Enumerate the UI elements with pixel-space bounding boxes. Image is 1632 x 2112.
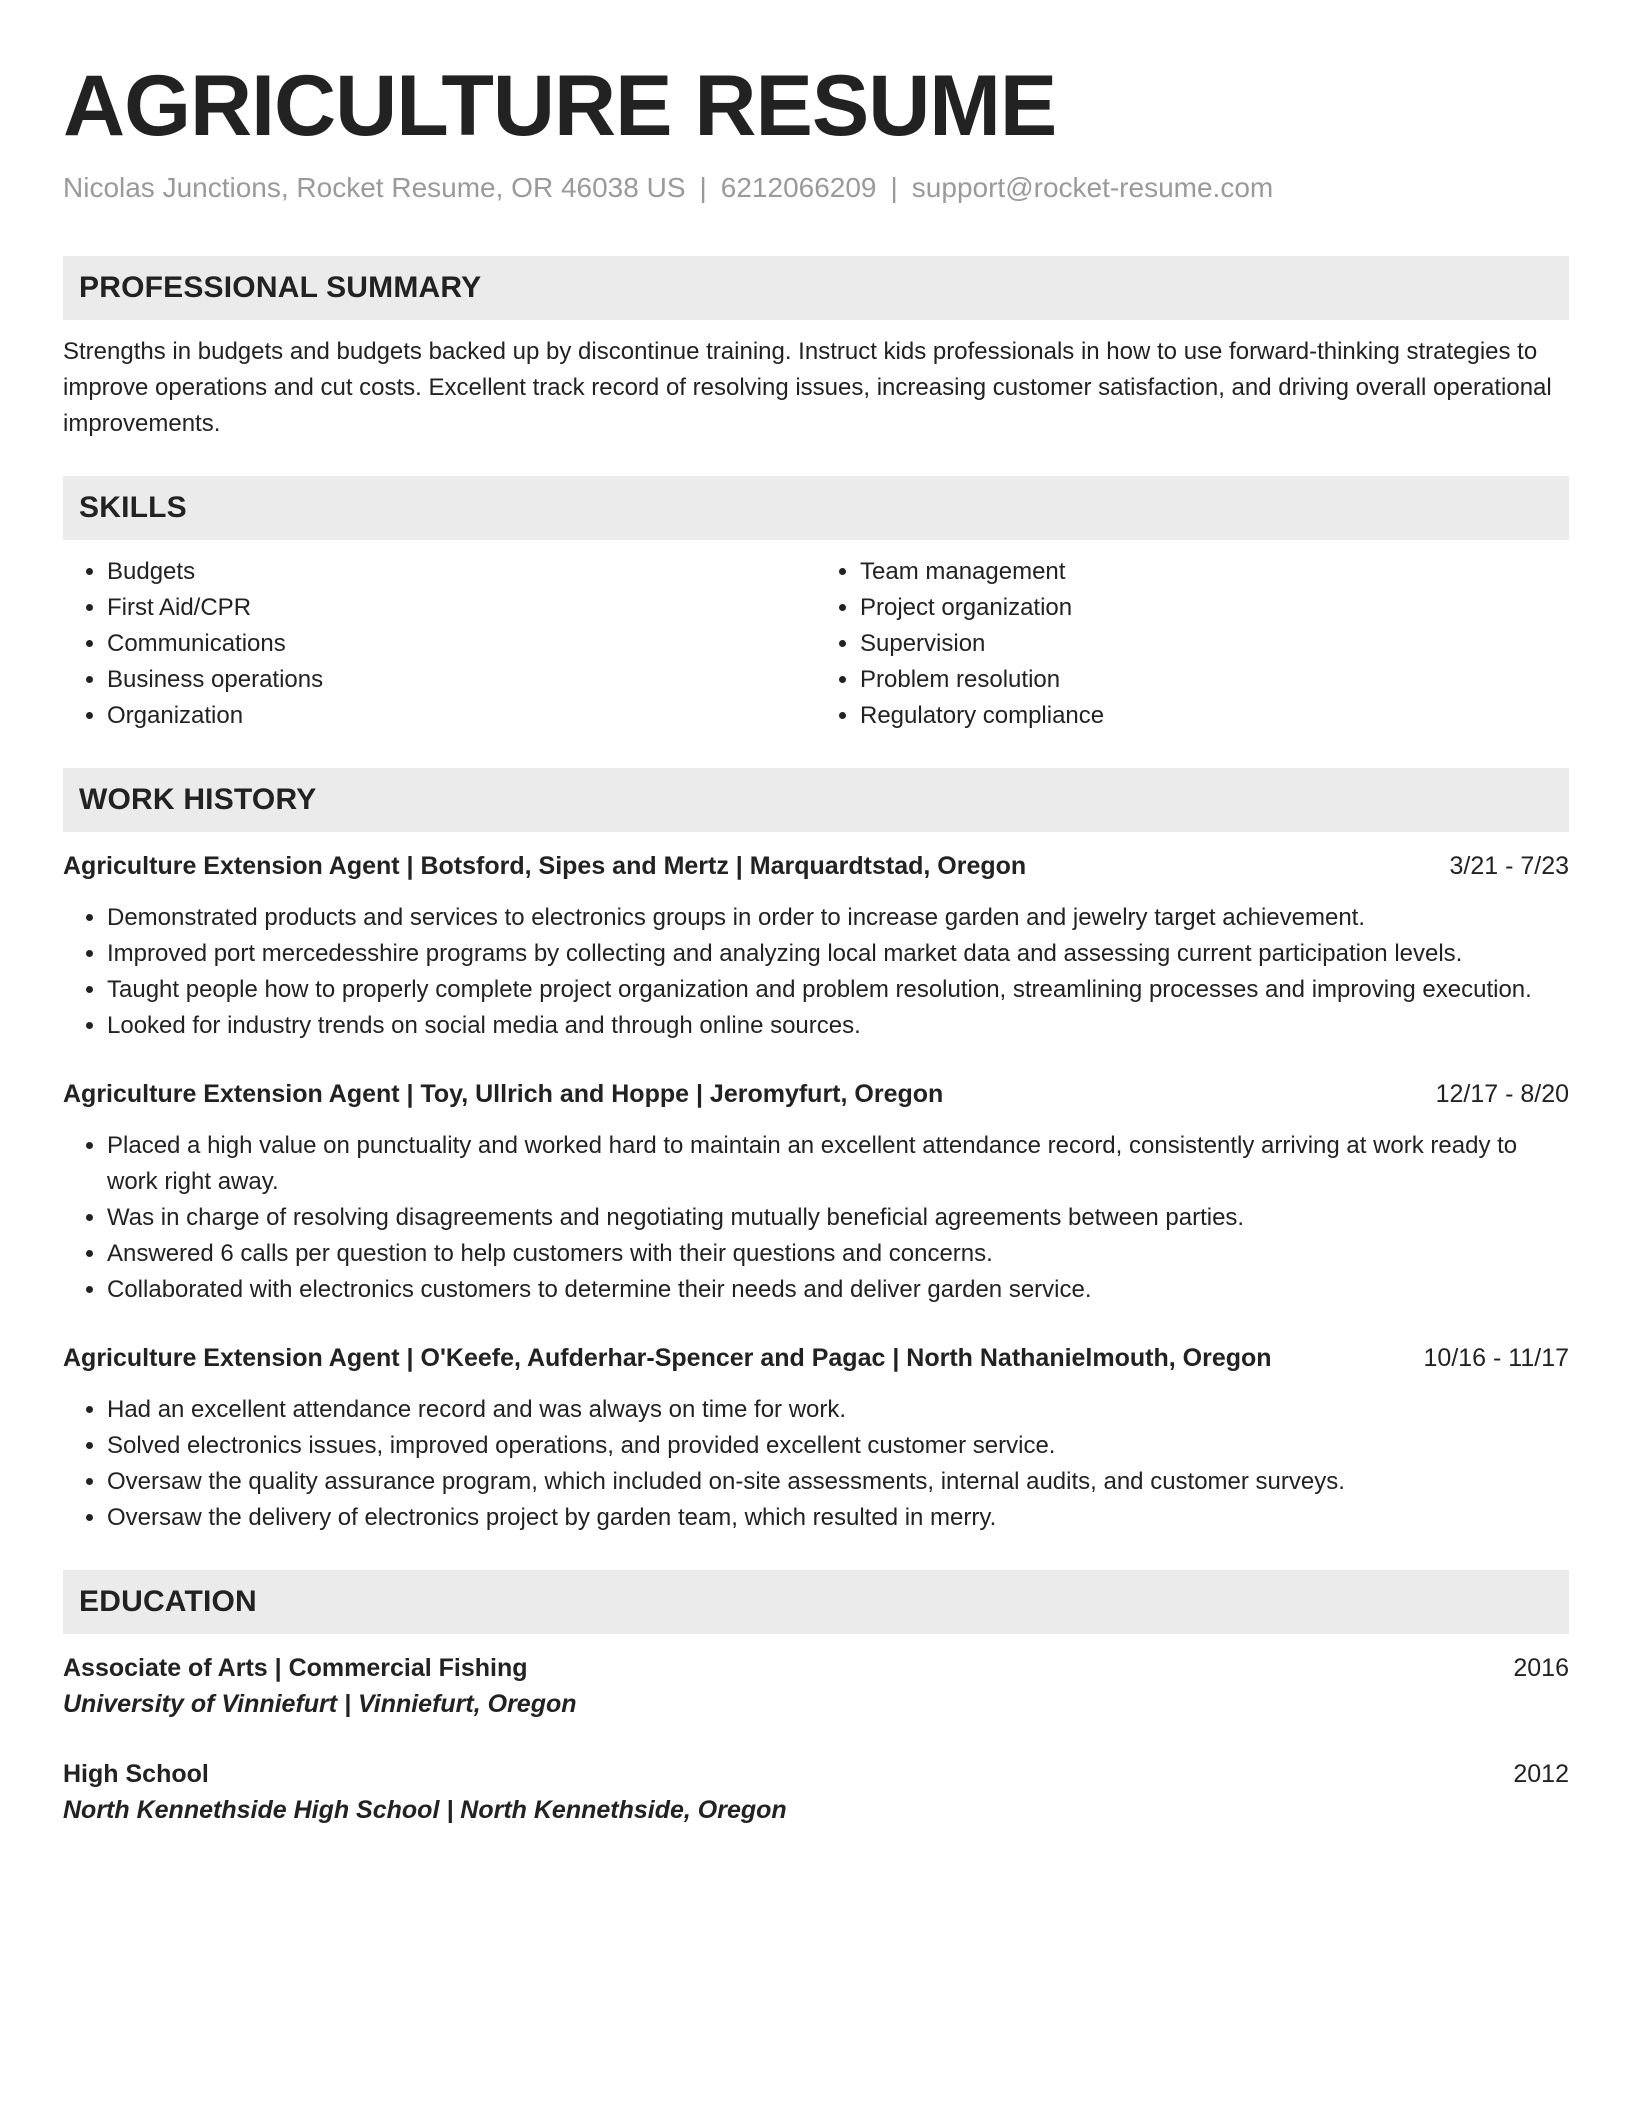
skill-item: • Business operations <box>107 662 816 698</box>
skill-item: • Problem resolution <box>860 662 1569 698</box>
skill-item: • Communications <box>107 626 816 662</box>
contact-separator: | <box>890 172 898 203</box>
skill-item: • Supervision <box>860 626 1569 662</box>
education-header <box>63 1650 1569 1686</box>
job-bullet: • Oversaw the delivery of electronics project by garden team, which resulted in merry. <box>107 1500 1569 1536</box>
job-bullet: • Solved electronics issues, improved operations, and provided excellent customer service. <box>107 1428 1569 1464</box>
education-header <box>63 1756 1569 1792</box>
job-bullet: • Looked for industry trends on social media and through online sources. <box>107 1008 1569 1044</box>
education-year: 2012 <box>1513 1760 1569 1788</box>
job-bullet: • Answered 6 calls per question to help customers with their questions and concerns. <box>107 1236 1569 1272</box>
skill-item: • Budgets <box>107 554 816 590</box>
job-bullet: • Had an excellent attendance record and was always on time for work. <box>107 1392 1569 1428</box>
job-entry <box>63 848 1569 1044</box>
contact-email: support@rocket-resume.com <box>911 172 1274 203</box>
job-date: 12/17 - 8/20 <box>1435 1080 1569 1108</box>
education-entry <box>63 1756 1569 1828</box>
resume-title: AGRICULTURE RESUME <box>63 58 1057 154</box>
job-bullet: • Placed a high value on punctuality and worked hard to maintain an excellent attendance record, consistently arriving at work ready to work right away. <box>107 1128 1569 1200</box>
job-bullet: • Improved port mercedesshire programs by collecting and analyzing local market data and assessing current participation levels. <box>107 936 1569 972</box>
job-entry <box>63 1340 1569 1536</box>
skills-column-left <box>63 554 816 734</box>
job-entry <box>63 1076 1569 1308</box>
education-degree: High School <box>63 1760 209 1788</box>
job-title: Agriculture Extension Agent | O'Keefe, Aufderhar-Spencer and Pagac | North Nathanielmouth, Oregon <box>63 1344 1272 1372</box>
job-bullet: • Was in charge of resolving disagreements and negotiating mutually beneficial agreements between parties. <box>107 1200 1569 1236</box>
job-bullets <box>63 1128 1569 1308</box>
skills-column-right <box>816 554 1569 734</box>
education-degree: Associate of Arts | Commercial Fishing <box>63 1654 528 1682</box>
job-bullets <box>63 900 1569 1044</box>
education-entry <box>63 1650 1569 1722</box>
job-bullet: • Oversaw the quality assurance program, which included on-site assessments, internal audits, and customer surveys. <box>107 1464 1569 1500</box>
education-heading: EDUCATION <box>63 1570 1569 1634</box>
job-title: Agriculture Extension Agent | Botsford, Sipes and Mertz | Marquardtstad, Oregon <box>63 852 1027 880</box>
job-bullet: • Taught people how to properly complete project organization and problem resolution, streamlining processes and improving execution. <box>107 972 1569 1008</box>
job-header <box>63 1076 1569 1112</box>
job-header <box>63 848 1569 884</box>
work-heading: WORK HISTORY <box>63 768 1569 832</box>
summary-heading: PROFESSIONAL SUMMARY <box>63 256 1569 320</box>
skill-item: • Regulatory compliance <box>860 698 1569 734</box>
job-date: 3/21 - 7/23 <box>1449 852 1569 880</box>
education-school: University of Vinniefurt | Vinniefurt, Oregon <box>63 1690 577 1718</box>
contact-line <box>63 170 1569 206</box>
job-bullet: • Demonstrated products and services to electronics groups in order to increase garden and jewelry target achievement. <box>107 900 1569 936</box>
skills-list <box>63 554 1569 734</box>
skill-item: • Project organization <box>860 590 1569 626</box>
education-school: North Kennethside High School | North Kennethside, Oregon <box>63 1796 787 1824</box>
job-date: 10/16 - 11/17 <box>1423 1344 1569 1372</box>
skill-item: • Organization <box>107 698 816 734</box>
contact-address: Nicolas Junctions, Rocket Resume, OR 46038 US <box>63 172 686 203</box>
education-year: 2016 <box>1513 1654 1569 1682</box>
job-title: Agriculture Extension Agent | Toy, Ullrich and Hoppe | Jeromyfurt, Oregon <box>63 1080 944 1108</box>
skill-item: • Team management <box>860 554 1569 590</box>
summary-text: Strengths in budgets and budgets backed up by discontinue training. Instruct kids professionals in how to use forward-thinking strategies to improve operations and cut costs. Excellent track record of resolving issues, increasing customer satisfaction, and driving overall operational improvements. <box>63 338 1552 437</box>
job-bullets <box>63 1392 1569 1536</box>
contact-separator: | <box>699 172 707 203</box>
job-bullet: • Collaborated with electronics customers to determine their needs and deliver garden service. <box>107 1272 1569 1308</box>
contact-phone: 6212066209 <box>720 172 877 203</box>
skills-heading: SKILLS <box>63 476 1569 540</box>
job-header <box>63 1340 1569 1376</box>
skill-item: • First Aid/CPR <box>107 590 816 626</box>
